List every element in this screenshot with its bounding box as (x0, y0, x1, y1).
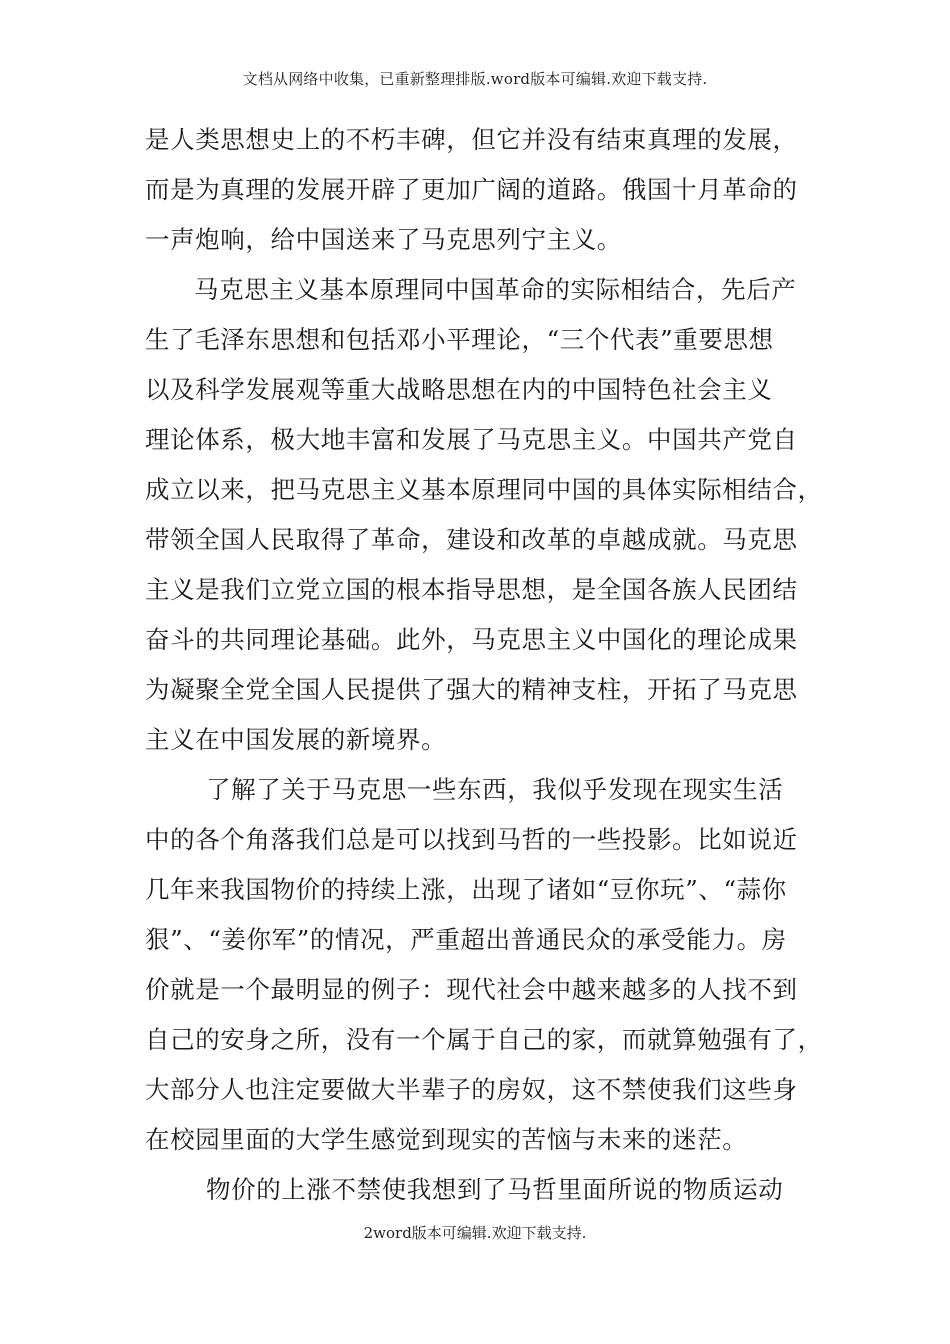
text-line: 为凝聚全党全国人民提供了强大的精神支柱，开拓了马克思 (145, 675, 798, 704)
text-line: 奋斗的共同理论基础。此外，马克思主义中国化的理论成果 (145, 625, 798, 654)
paragraph-start-line: 物价的上涨不禁使我想到了马哲里面所说的物质运动 (206, 1175, 784, 1204)
paragraph-start-line: 了解了关于马克思一些东西，我似乎发现在现实生活 (206, 775, 784, 804)
paragraph-start-line: 马克思主义基本原理同中国革命的实际相结合，先后产 (194, 275, 797, 304)
text-line: 价就是一个最明显的例子：现代社会中越来越多的人找不到 (145, 975, 798, 1004)
text-line: 而是为真理的发展开辟了更加广阔的道路。俄国十月革命的 (145, 175, 798, 204)
text-line: 狠”、“姜你军”的情况，严重超出普通民众的承受能力。房 (145, 925, 787, 954)
text-line: 大部分人也注定要做大半辈子的房奴，这不禁使我们这些身 (145, 1075, 798, 1104)
document-body (145, 115, 823, 1215)
text-line: 是人类思想史上的不朽丰碑，但它并没有结束真理的发展， (145, 125, 798, 154)
text-line: 带领全国人民取得了革命，建设和改革的卓越成就。马克思 (145, 525, 798, 554)
text-line: 中的各个角落我们总是可以找到马哲的一些投影。比如说近 (145, 825, 798, 854)
text-line: 生了毛泽东思想和包括邓小平理论，“三个代表”重要思想 (145, 325, 774, 354)
text-line: 一声炮响，给中国送来了马克思列宁主义。 (145, 225, 622, 254)
text-line: 主义在中国发展的新境界。 (145, 725, 447, 754)
text-line: 在校园里面的大学生感觉到现实的苦恼与未来的迷茫。 (145, 1125, 748, 1154)
text-line: 以及科学发展观等重大战略思想在内的中国特色社会主义 (145, 375, 773, 404)
text-line: 理论体系，极大地丰富和发展了马克思主义。中国共产党自 (145, 425, 798, 454)
text-line: 主义是我们立党立国的根本指导思想，是全国各族人民团结 (145, 575, 798, 604)
page-header: 文档从网络中收集，已重新整理排版.word版本可编辑.欢迎下载支持. (242, 70, 708, 88)
text-line: 成立以来，把马克思主义基本原理同中国的具体实际相结合， (145, 475, 823, 504)
text-line: 几年来我国物价的持续上涨，出现了诸如“豆你玩”、“蒜你 (145, 875, 787, 904)
page-footer: 2word版本可编辑.欢迎下载支持. (363, 1224, 587, 1242)
text-line: 自己的安身之所，没有一个属于自己的家，而就算勉强有了， (145, 1025, 823, 1054)
